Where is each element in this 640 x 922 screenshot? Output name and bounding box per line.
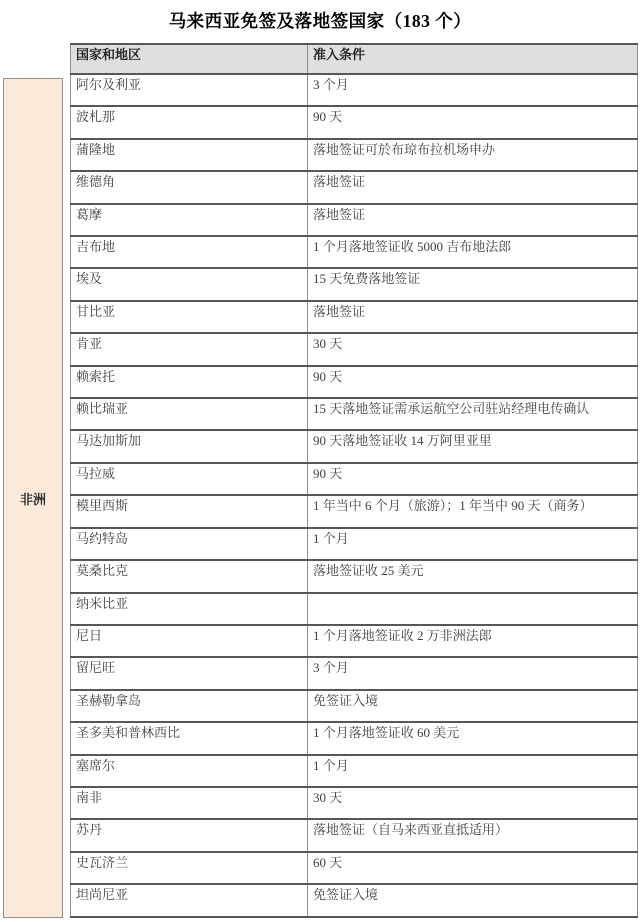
country-cell: 赖索托 (71, 366, 308, 398)
country-cell: 纳米比亚 (71, 593, 308, 625)
table-row (71, 690, 638, 722)
table-row (71, 560, 638, 592)
condition-cell: 落地签证 (308, 171, 638, 203)
country-cell: 甘比亚 (71, 301, 308, 333)
table-row (71, 204, 638, 236)
condition-cell: 3 个月 (308, 657, 638, 689)
condition-cell: 3 个月 (308, 74, 638, 106)
table-body (71, 74, 638, 917)
condition-cell: 60 天 (308, 852, 638, 884)
condition-cell: 30 天 (308, 333, 638, 365)
condition-cell: 落地签证 (308, 204, 638, 236)
table-row (71, 657, 638, 689)
table-row (71, 301, 638, 333)
table-row (71, 139, 638, 171)
country-cell: 坦尚尼亚 (71, 884, 308, 916)
table-row (71, 593, 638, 625)
table-row (71, 495, 638, 527)
country-cell: 史瓦济兰 (71, 852, 308, 884)
condition-cell: 免签证入境 (308, 884, 638, 916)
table-row (71, 625, 638, 657)
region-cell-africa (3, 78, 63, 918)
table-row (71, 884, 638, 916)
table-row (71, 819, 638, 851)
country-cell: 吉布地 (71, 236, 308, 268)
table-row (71, 398, 638, 430)
table-row (71, 333, 638, 365)
header-country: 国家和地区 (71, 44, 308, 74)
country-cell: 塞席尔 (71, 755, 308, 787)
condition-cell: 1 个月落地签证收 2 万非洲法郎 (308, 625, 638, 657)
table-row (71, 755, 638, 787)
country-cell: 马约特岛 (71, 528, 308, 560)
country-cell: 赖比瑞亚 (71, 398, 308, 430)
table-row (71, 463, 638, 495)
condition-cell: 30 天 (308, 787, 638, 819)
header-condition: 准入条件 (308, 44, 638, 74)
country-cell: 阿尔及利亚 (71, 74, 308, 106)
table-row (71, 366, 638, 398)
condition-cell: 1 个月 (308, 528, 638, 560)
condition-cell: 落地签证可於布琼布拉机场申办 (308, 139, 638, 171)
country-cell: 肯亚 (71, 333, 308, 365)
condition-cell: 90 天 (308, 366, 638, 398)
table-row (71, 236, 638, 268)
table-row (71, 722, 638, 754)
table-row (71, 171, 638, 203)
condition-cell: 90 天落地签证收 14 万阿里亚里 (308, 430, 638, 462)
country-cell: 马达加斯加 (71, 430, 308, 462)
table-row (71, 268, 638, 300)
header-row (71, 44, 638, 74)
page-title: 马来西亚免签及落地签国家（183 个） (168, 11, 472, 31)
condition-cell: 落地签证 (308, 301, 638, 333)
condition-cell: 90 天 (308, 106, 638, 138)
condition-cell: 1 年当中 6 个月（旅游）；1 年当中 90 天（商务） (308, 495, 638, 527)
country-cell: 圣赫勒拿岛 (71, 690, 308, 722)
country-cell: 葛摩 (71, 204, 308, 236)
table-header (71, 44, 638, 74)
country-cell: 尼日 (71, 625, 308, 657)
country-cell: 南非 (71, 787, 308, 819)
table-row (71, 106, 638, 138)
table-row (71, 787, 638, 819)
table-row (71, 852, 638, 884)
condition-cell: 1 个月落地签证收 5000 吉布地法郎 (308, 236, 638, 268)
country-cell: 埃及 (71, 268, 308, 300)
condition-cell: 落地签证收 25 美元 (308, 560, 638, 592)
country-cell: 波札那 (71, 106, 308, 138)
country-cell: 马拉威 (71, 463, 308, 495)
table-row (71, 430, 638, 462)
condition-cell: 免签证入境 (308, 690, 638, 722)
table-row (71, 74, 638, 106)
condition-cell: 15 天落地签证需承运航空公司驻站经理电传确认 (308, 398, 638, 430)
country-cell: 维德角 (71, 171, 308, 203)
country-cell: 圣多美和普林西比 (71, 722, 308, 754)
visa-table (70, 43, 638, 918)
condition-cell: 1 个月 (308, 755, 638, 787)
region-label: 非洲 (19, 491, 46, 507)
table-row (71, 528, 638, 560)
condition-cell: 90 天 (308, 463, 638, 495)
condition-cell (308, 593, 638, 625)
condition-cell: 15 天免费落地签证 (308, 268, 638, 300)
condition-cell: 1 个月落地签证收 60 美元 (308, 722, 638, 754)
country-cell: 蒲隆地 (71, 139, 308, 171)
country-cell: 莫桑比克 (71, 560, 308, 592)
country-cell: 苏丹 (71, 819, 308, 851)
condition-cell: 落地签证（自马来西亚直抵适用） (308, 819, 638, 851)
country-cell: 模里西斯 (71, 495, 308, 527)
country-cell: 留尼旺 (71, 657, 308, 689)
